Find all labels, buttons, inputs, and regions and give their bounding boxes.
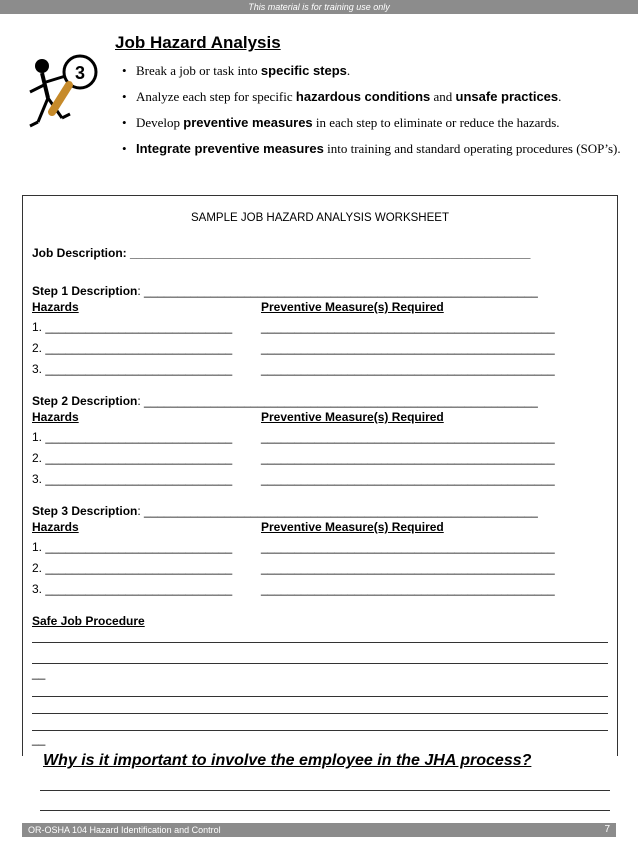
bullet-item: • Integrate preventive measures into training and standard operating procedures (SOP’s). [122, 141, 621, 156]
measure-line[interactable]: ____________________________________________ [261, 561, 555, 575]
measure-line[interactable]: ____________________________________________ [261, 540, 555, 554]
hazard-line[interactable]: 1. ____________________________ [32, 320, 233, 334]
hazard-line[interactable]: 1. ____________________________ [32, 430, 233, 444]
footer-course-title: OR-OSHA 104 Hazard Identification and Control [28, 825, 221, 835]
safe-job-procedure-heading: Safe Job Procedure [32, 614, 145, 628]
page-title: Job Hazard Analysis [115, 33, 281, 52]
procedure-line-end[interactable]: __ [32, 666, 46, 680]
step-2-description[interactable]: Step 2 Description: ___________________________________________________________ [32, 394, 538, 408]
measures-heading: Preventive Measure(s) Required [261, 300, 444, 314]
page-number: 7 [604, 824, 610, 835]
hazard-line[interactable]: 3. ____________________________ [32, 582, 233, 596]
procedure-line[interactable] [32, 730, 608, 731]
hazard-line[interactable]: 1. ____________________________ [32, 540, 233, 554]
hazards-heading: Hazards [32, 300, 79, 314]
measure-line[interactable]: ____________________________________________ [261, 430, 555, 444]
bullet-item: • Analyze each step for specific hazardous conditions and unsafe practices. [122, 89, 562, 104]
measures-heading: Preventive Measure(s) Required [261, 410, 444, 424]
measure-line[interactable]: ____________________________________________ [261, 320, 555, 334]
answer-line[interactable] [40, 790, 610, 791]
procedure-line[interactable] [32, 642, 608, 643]
magnifying-glass-figure-icon [22, 52, 112, 142]
hazard-line[interactable]: 3. ____________________________ [32, 472, 233, 486]
worksheet-title: SAMPLE JOB HAZARD ANALYSIS WORKSHEET [191, 212, 449, 224]
measure-line[interactable]: ____________________________________________ [261, 362, 555, 376]
hazards-heading: Hazards [32, 520, 79, 534]
procedure-line-end[interactable]: __ [32, 732, 46, 746]
bullet-item: • Develop preventive measures in each step to eliminate or reduce the hazards. [122, 115, 560, 130]
job-description-field[interactable]: Job Description: ____________________________________________________________ [32, 246, 531, 260]
bullet-list [122, 62, 622, 166]
hazards-heading: Hazards [32, 410, 79, 424]
procedure-line[interactable] [32, 713, 608, 714]
page-footer [22, 823, 616, 837]
jha-worksheet [22, 195, 618, 756]
measures-heading: Preventive Measure(s) Required [261, 520, 444, 534]
measure-line[interactable]: ____________________________________________ [261, 341, 555, 355]
step-3-description[interactable]: Step 3 Description: ___________________________________________________________ [32, 504, 538, 518]
discussion-question: Why is it important to involve the employee in the JHA process? [43, 752, 532, 769]
measure-line[interactable]: ____________________________________________ [261, 472, 555, 486]
bullet-item: • Break a job or task into specific steps. [122, 63, 351, 78]
hazard-line[interactable]: 2. ____________________________ [32, 341, 233, 355]
step-badge-number: 3 [74, 63, 86, 83]
training-banner: This material is for training use only [0, 0, 638, 14]
procedure-line[interactable] [32, 696, 608, 697]
procedure-line[interactable] [32, 663, 608, 664]
step-1-description[interactable]: Step 1 Description: ___________________________________________________________ [32, 284, 538, 298]
measure-line[interactable]: ____________________________________________ [261, 582, 555, 596]
measure-line[interactable]: ____________________________________________ [261, 451, 555, 465]
hazard-line[interactable]: 2. ____________________________ [32, 561, 233, 575]
hazard-line[interactable]: 2. ____________________________ [32, 451, 233, 465]
answer-line[interactable] [40, 810, 610, 811]
hazard-line[interactable]: 3. ____________________________ [32, 362, 233, 376]
